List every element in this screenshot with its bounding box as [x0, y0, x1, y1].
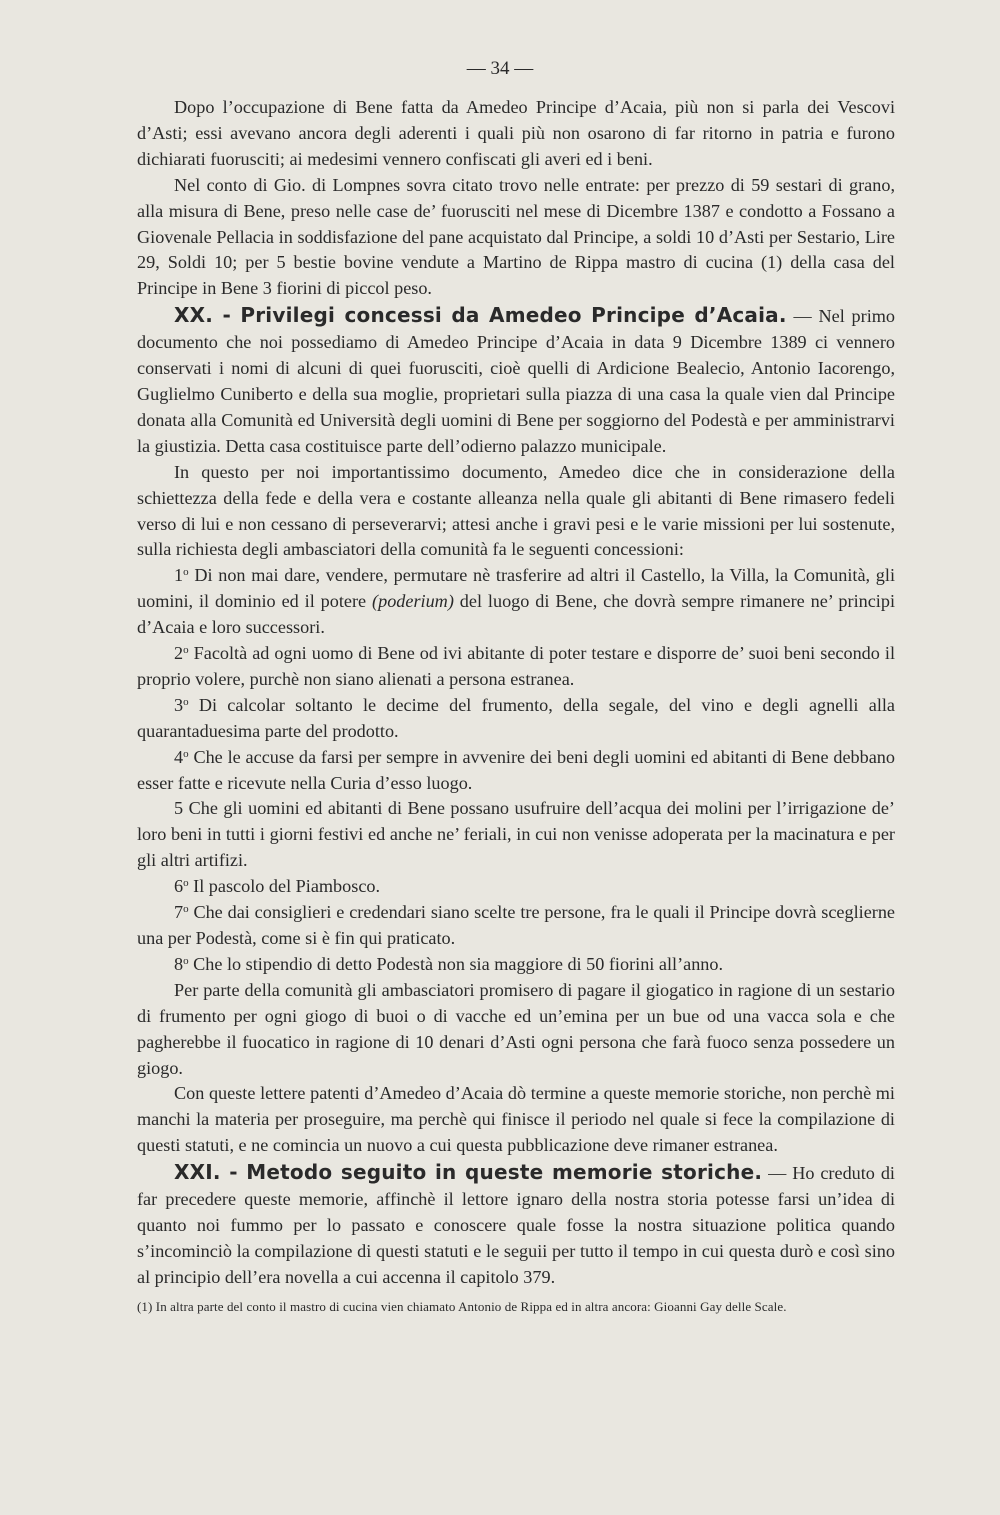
concession-4: 4$^o$ Che le accuse da farsi per sempre in avvenire dei beni degli uomini ed abitanti di Bene debbano esser fatte e ricevute nella Curia d’esso luogo.: [137, 746, 895, 793]
section-text: — Nel primo documento che noi possediamo di Amedeo Principe d’Acaia in data 9 Dicembre 1389 ci vennero conservati i nomi di alcuni di quei fuorusciti, cioè quelli di Ardicione Bealecio, Antonio Iacorengo, Guglielmo Cuniberto e della sua moglie, proprietari sulla piazza di una casa la quale vien dal Principe donata alla Comunità ed Università degli uomini di Bene per soggiorno del Podestà e per amministrarvi la giustizia. Detta casa costituisce parte dell’odierno palazzo municipale.: [137, 306, 895, 456]
footnote: (1) In altra parte del conto il mastro di cucina vien chiamato Antonio de Rippa ed in altra ancora: Gioanni Gay delle Scale.: [137, 1299, 787, 1314]
concession-7: 7$^o$ Che dai consiglieri e credendari siano scelte tre persone, fra le quali il Principe dovrà sceglierne una per Podestà, come si è fin qui praticato.: [137, 902, 895, 948]
body-text: [137, 95, 895, 1291]
paragraph: Dopo l’occupazione di Bene fatta da Amedeo Principe d’Acaia, più non si parla dei Vescovi d’Asti; essi avevano ancora degli aderenti i quali più non osarono di far ritorno in patria e furono dichiarati fuorusciti; ai medesimi vennero confiscati gli averi ed i beni.: [137, 97, 895, 169]
section-xxi: [137, 1160, 895, 1291]
page-number: — 34 —: [466, 58, 534, 79]
concession-3: 3$^o$ Di calcolar soltanto le decime del frumento, della segale, del vino e degli agnelli alla quarantaduesima parte del prodotto.: [137, 694, 895, 741]
paragraph: In questo per noi importantissimo documento, Amedeo dice che in considerazione della schiettezza della fede e della vera e costante alleanza nella quale gli abitanti di Bene rimasero fedeli verso di lui e non cessano di perseverarvi; attesi anche i gravi pesi e le varie missioni per lui sostenute, sulla richiesta degli ambasciatori della comunità fa le seguenti concessioni:: [137, 461, 895, 560]
paragraph: Nel conto di Gio. di Lompnes sovra citato trovo nelle entrate: per prezzo di 59 sestari di grano, alla misura di Bene, preso nelle case de’ fuorusciti nel mese di Dicembre 1387 e condotto a Fossano a Giovenale Pellacia in soddisfazione del pane acquistato dal Principe, a soldi 10 d’Asti per Sestario, Lire 29, Soldi 10; per 5 bestie bovine vendute a Martino de Rippa mastro di cucina (1) della casa del Principe in Bene 3 fiorini di piccol peso.: [137, 174, 895, 299]
paragraph: Con queste lettere patenti d’Amedeo d’Acaia dò termine a queste memorie storiche, non perchè mi manchi la materia per proseguire, ma perchè qui finisce il periodo nel quale si fece la compilazione di questi statuti, e ne comincia un nuovo a cui questa pubblicazione deve rimaner estranea.: [137, 1083, 895, 1156]
section-heading: XXI. - Metodo seguito in queste memorie storiche.: [174, 1160, 763, 1185]
section-text: — Ho creduto di far precedere queste memorie, affinchè il lettore ignaro della nostra storia potesse farsi un’idea di quanto noi fummo per lo passato e conoscere quale fosse la nostra situazione politica quando s’incominciò la compilazione di questi statuti e le seguii per tutto il tempo in cui questa durò e così sino al principio dell’era novella a cui accenna il capitolo 379.: [137, 1163, 895, 1287]
section-heading: XX. - Privilegi concessi da Amedeo Principe d’Acaia.: [174, 303, 787, 328]
concession-6: 6$^o$ Il pascolo del Piambosco.: [174, 876, 381, 897]
concession-1: 1$^o$ Di non mai dare, vendere, permutare nè trasferire ad altri il Castello, la Villa, la Comunità, gli uomini, il dominio ed il potere (poderium) del luogo di Bene, che dovrà sempre rimanere ne’ principi d’Acaia e loro successori.: [137, 565, 896, 638]
concession-8: 8$^o$ Che lo stipendio di detto Podestà non sia maggiore di 50 fiorini all’anno.: [174, 953, 724, 974]
paragraph: Per parte della comunità gli ambasciatori promisero di pagare il giogatico in ragione di un sestario di frumento per ogni giogo di buoi o di vacche ed un’emina per un bue od una vacca sola e che pagherebbe il fuocatico in ragione di 10 denari d’Asti ogni persona che farà fuoco senza possedere un giogo.: [137, 979, 895, 1078]
emphasis: (poderium): [372, 591, 454, 612]
concession-5: 5 Che gli uomini ed abitanti di Bene possano usufruire dell’acqua dei molini per l’irrigazione de’ loro beni in tutti i giorni festivi ed anche ne’ feriali, in cui non venisse adoperata per la macinatura e per gli altri artifizi.: [137, 798, 895, 871]
section-xx: [137, 303, 895, 459]
concession-2: 2$^o$ Facoltà ad ogni uomo di Bene od ivi abitante di poter testare e disporre de’ suoi beni secondo il proprio volere, purchè non siano alienati a persona estranea.: [137, 643, 895, 689]
